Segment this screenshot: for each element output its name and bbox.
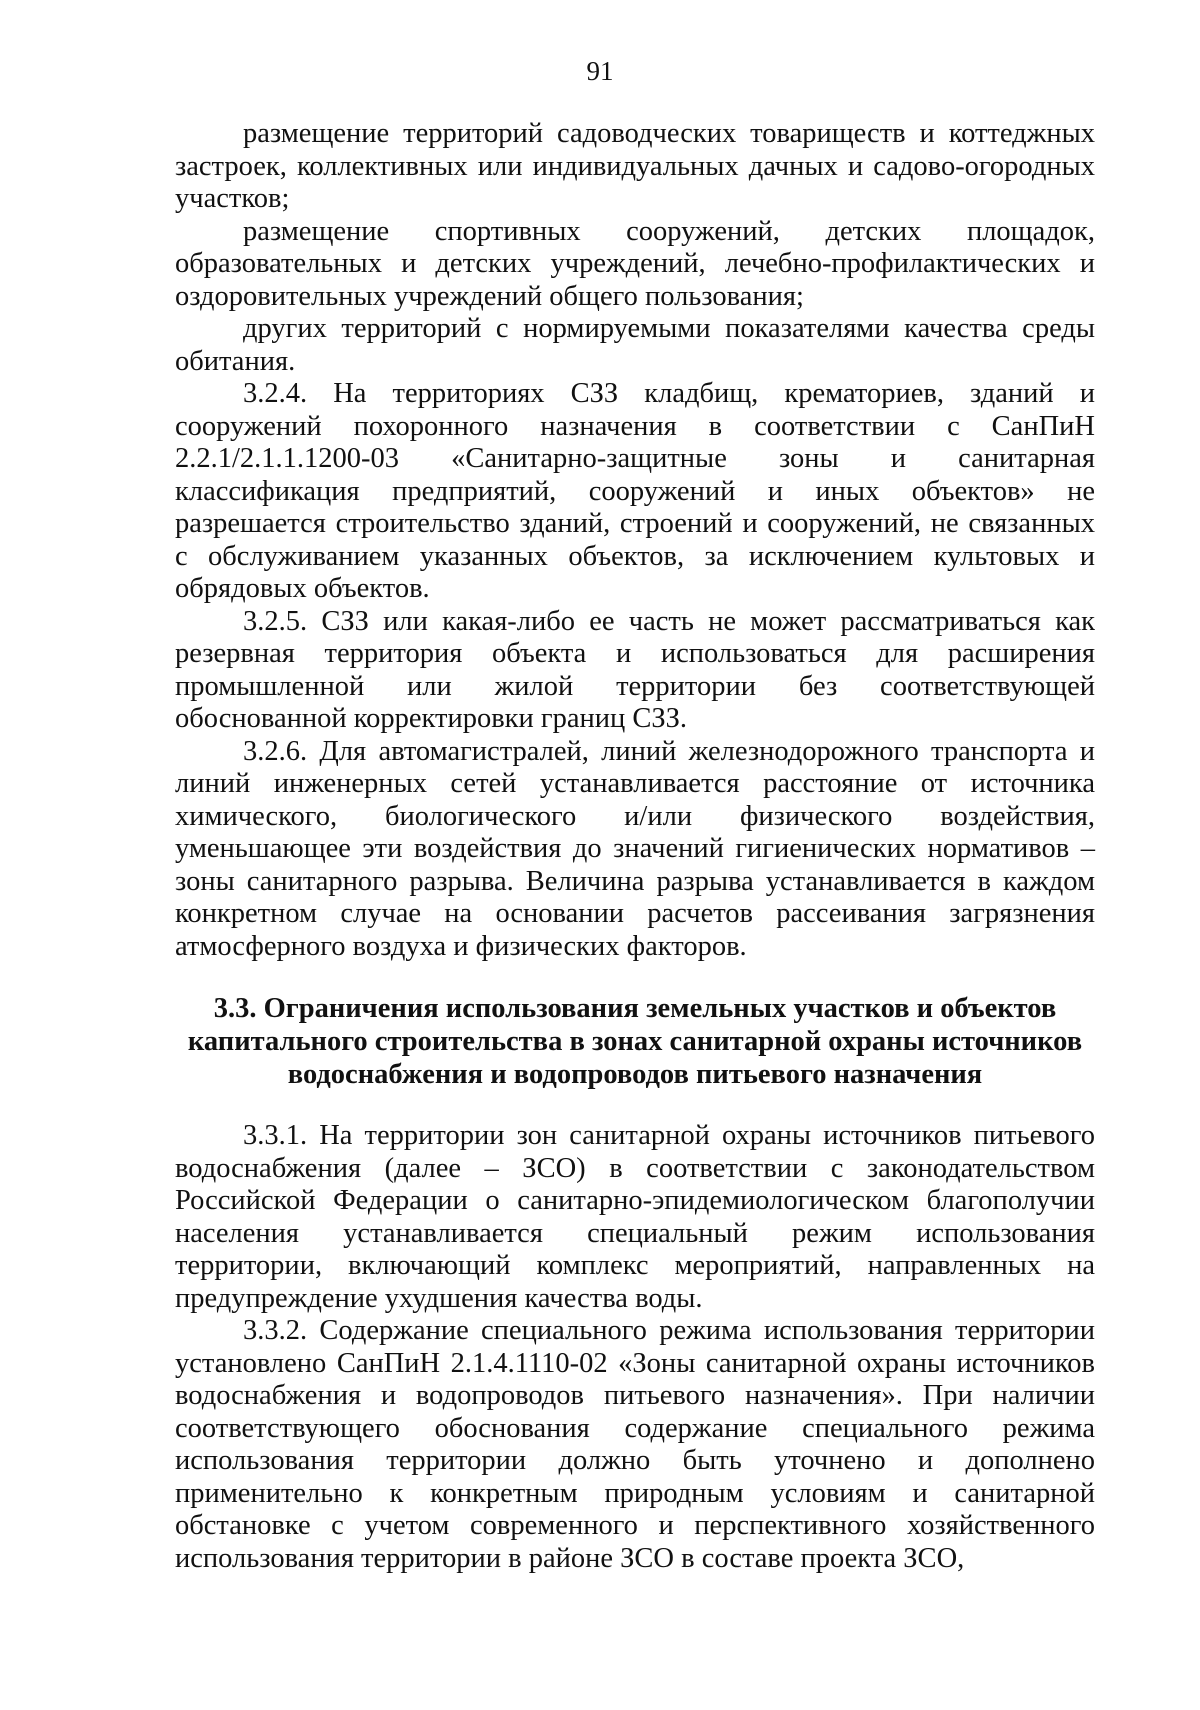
body-text-upper xyxy=(175,118,1095,963)
paragraph: 3.3.2. Содержание специального режима использования территории установлено СанПиН 2.1.4.1110-02 «Зоны санитарной охраны источников водоснабжения и водопроводов питьевого назначения». При наличии соответствующего обоснования содержание специального режима использования территории должно быть уточнено и дополнено применительно к конкретным природным условиям и санитарной обстановке с учетом современного и перспективного хозяйственного использования территории в районе ЗСО в составе проекта ЗСО, xyxy=(175,1315,1095,1574)
paragraph: 3.3.1. На территории зон санитарной охраны источников питьевого водоснабжения (далее – ЗСО) в соответствии с законодательством Российской Федерации о санитарно-эпидемиологическом благополучии населения устанавливается специальный режим использования территории, включающий комплекс мероприятий, направленных на предупреждение ухудшения качества воды. xyxy=(175,1120,1095,1314)
paragraph: 3.2.5. СЗЗ или какая-либо ее часть не может рассматриваться как резервная территория объекта и использоваться для расширения промышленной или жилой территории без соответствующей обоснованной корректировки границ СЗЗ. xyxy=(175,605,1095,734)
page-number: 91 xyxy=(586,56,614,86)
paragraph: размещение территорий садоводческих товариществ и коттеджных застроек, коллективных или индивидуальных дачных и садово-огородных участков; xyxy=(175,118,1095,214)
paragraph: 3.2.6. Для автомагистралей, линий железнодорожного транспорта и линий инженерных сетей устанавливается расстояние от источника химического, биологического и/или физического воздействия, уменьшающее эти воздействия до значений гигиенических нормативов – зоны санитарного разрыва. Величина разрыва устанавливается в каждом конкретном случае на основании расчетов рассеивания загрязнения атмосферного воздуха и физических факторов. xyxy=(175,735,1095,962)
paragraph: размещение спортивных сооружений, детских площадок, образовательных и детских учреждений, лечебно-профилактических и оздоровительных учреждений общего пользования; xyxy=(175,215,1095,312)
paragraph: других территорий с нормируемыми показателями качества среды обитания. xyxy=(175,313,1095,377)
body-text-lower xyxy=(175,1120,1095,1575)
heading-line: капитального строительства в зонах санитарной охраны источников xyxy=(187,1026,1083,1057)
heading-line: 3.3. Ограничения использования земельных участков и объектов xyxy=(213,993,1057,1024)
paragraph: 3.2.4. На территориях СЗЗ кладбищ, крематориев, зданий и сооружений похоронного назначения в соответствии с СанПиН 2.2.1/2.1.1.1200-03 «Санитарно-защитные зоны и санитарная классификация предприятий, сооружений и иных объектов» не разрешается строительство зданий, строений и сооружений, не связанных с обслуживанием указанных объектов, за исключением культовых и обрядовых объектов. xyxy=(175,378,1095,604)
heading-line: водоснабжения и водопроводов питьевого назначения xyxy=(287,1059,983,1090)
section-heading xyxy=(175,992,1095,1091)
